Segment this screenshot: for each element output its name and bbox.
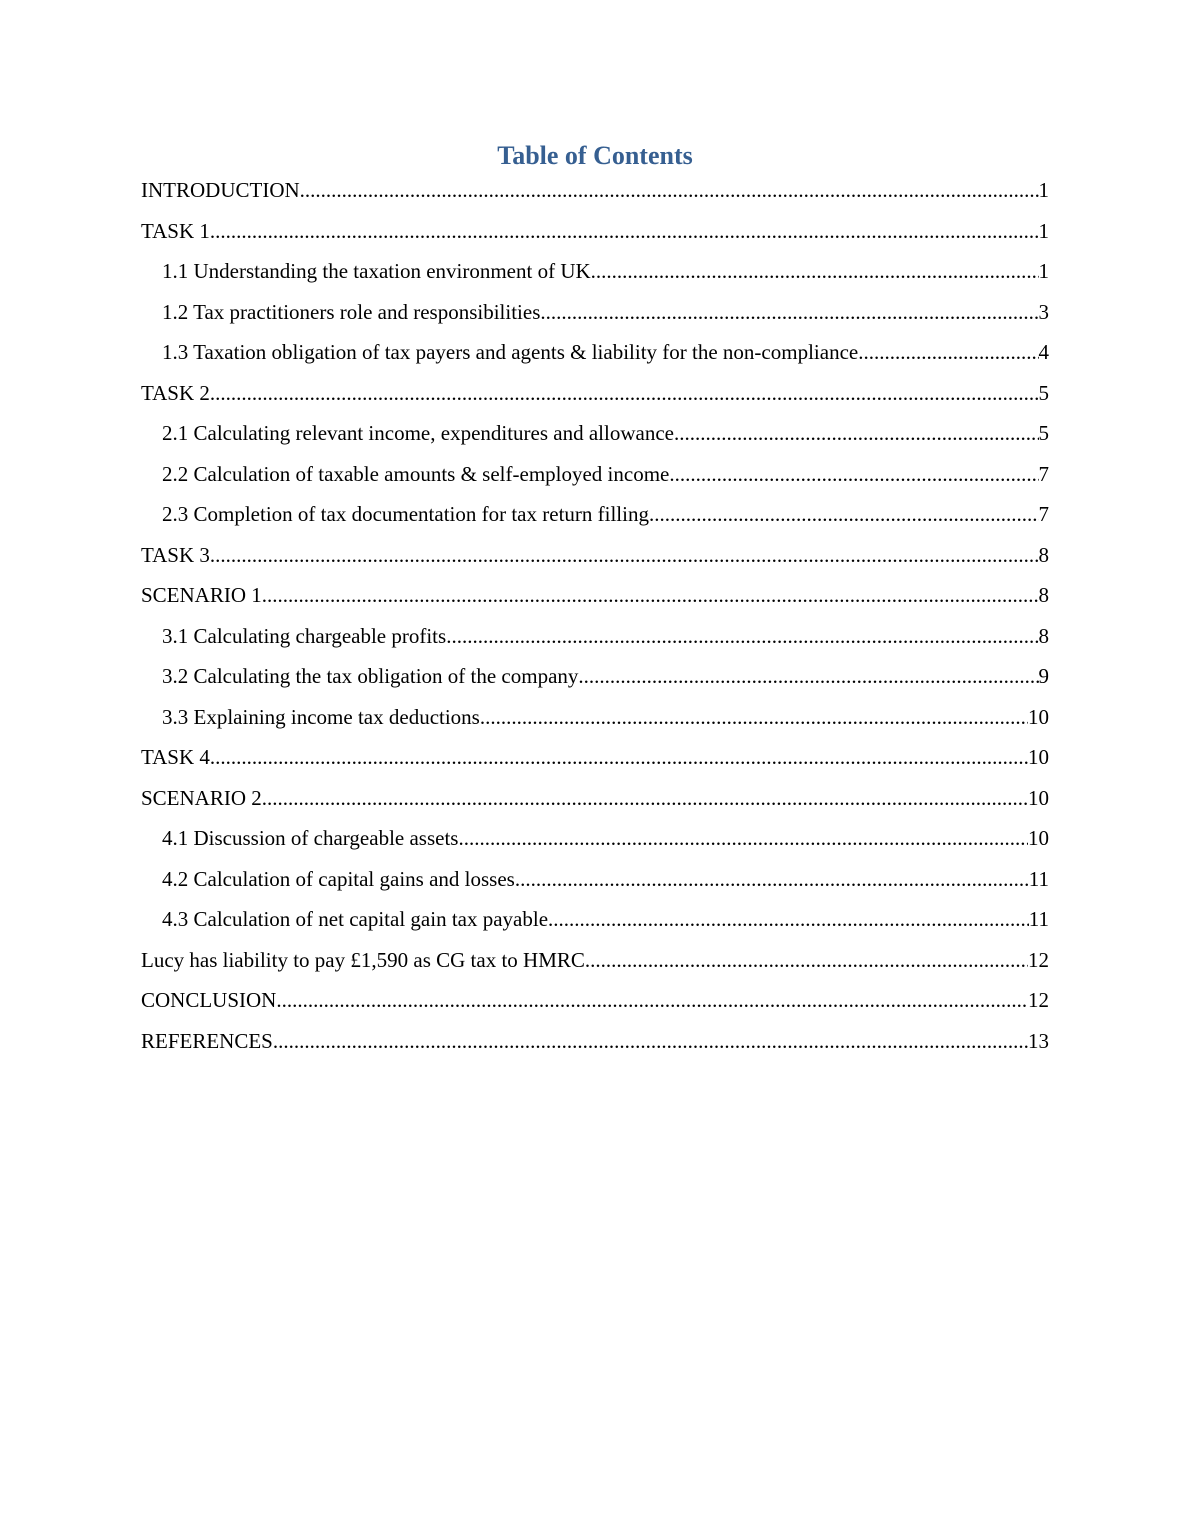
toc-entry-text: TASK 1 [141, 213, 210, 249]
toc-entry-page: 10 [1028, 704, 1049, 729]
toc-leader [585, 942, 1028, 978]
toc-entry-text: 4.2 Calculation of capital gains and losses [162, 861, 515, 897]
toc-entry-page: 4 [1038, 340, 1049, 364]
toc-entry-text: 1.2 Tax practitioners role and responsibilities [162, 294, 540, 330]
toc-entry-page: 5 [1038, 421, 1049, 445]
toc-entry-scenario-2[interactable] [141, 780, 1049, 821]
toc-entry-text: 1.3 Taxation obligation of tax payers and agents & liability for the non-compliance [162, 334, 858, 370]
toc-entry-page: 1 [1038, 178, 1049, 202]
toc-leader [210, 739, 1028, 775]
toc-entry-page: 10 [1028, 745, 1049, 769]
toc-entry-page: 7 [1038, 502, 1049, 526]
toc-entry-text: 2.3 Completion of tax documentation for tax return filling [162, 496, 649, 532]
toc-leader [858, 334, 1038, 370]
toc-entry-page: 11 [1028, 866, 1049, 891]
toc-entry-page: 3 [1038, 299, 1049, 324]
toc-title: Table of Contents [497, 141, 693, 170]
toc-entry-text: INTRODUCTION [141, 172, 300, 208]
toc-entry-text: 3.1 Calculating chargeable profits [162, 618, 446, 654]
toc-leader [458, 820, 1028, 856]
toc-entry-text: 1.1 Understanding the taxation environment of UK [162, 253, 591, 289]
toc-entry-text: Lucy has liability to pay £1,590 as CG tax to HMRC [141, 942, 585, 978]
toc-entry-page: 5 [1038, 380, 1049, 405]
toc-entry-references[interactable] [141, 1023, 1049, 1064]
toc-entry-text: TASK 2 [141, 375, 210, 411]
toc-entry-task-1[interactable] [141, 213, 1049, 254]
toc-entry-page: 8 [1038, 623, 1049, 648]
toc-entry-page: 12 [1028, 988, 1049, 1012]
toc-entry-3-1[interactable] [141, 618, 1049, 659]
toc-entry-task-2[interactable] [141, 375, 1049, 416]
toc-entry-1-2[interactable] [141, 294, 1049, 335]
toc-leader [262, 780, 1028, 816]
toc-leader [674, 415, 1039, 451]
toc-entry-task-3[interactable] [141, 537, 1049, 578]
toc-entry-1-1[interactable] [141, 253, 1049, 294]
toc-entry-1-3[interactable] [141, 334, 1049, 375]
toc-entry-text: 2.1 Calculating relevant income, expenditures and allowance [162, 415, 674, 451]
toc-leader [210, 213, 1039, 249]
toc-leader [649, 496, 1039, 532]
toc-entry-3-2[interactable] [141, 658, 1049, 699]
toc-list [141, 172, 1049, 1063]
toc-leader [276, 982, 1028, 1018]
toc-entry-page: 9 [1038, 664, 1049, 688]
toc-entry-page: 7 [1038, 461, 1049, 486]
toc-entry-text: 3.3 Explaining income tax deductions [162, 699, 480, 735]
toc-leader [591, 253, 1039, 289]
toc-entry-conclusion[interactable] [141, 982, 1049, 1023]
toc-entry-text: SCENARIO 1 [141, 577, 262, 613]
toc-entry-text: SCENARIO 2 [141, 780, 262, 816]
toc-leader [273, 1023, 1028, 1059]
toc-leader [480, 699, 1028, 735]
toc-entry-3-3[interactable] [141, 699, 1049, 740]
toc-entry-4-2[interactable] [141, 861, 1049, 902]
toc-entry-scenario-1[interactable] [141, 577, 1049, 618]
toc-leader [300, 172, 1039, 208]
toc-leader [578, 658, 1038, 694]
toc-entry-page: 8 [1038, 583, 1049, 607]
toc-leader [669, 456, 1038, 492]
toc-entry-4-3[interactable] [141, 901, 1049, 942]
toc-entry-task-4[interactable] [141, 739, 1049, 780]
toc-entry-text: TASK 3 [141, 537, 210, 573]
toc-entry-text: REFERENCES [141, 1023, 273, 1059]
toc-entry-introduction[interactable] [141, 172, 1049, 213]
toc-entry-page: 1 [1038, 218, 1049, 243]
toc-entry-text: TASK 4 [141, 739, 210, 775]
toc-entry-4-1[interactable] [141, 820, 1049, 861]
toc-entry-text: 3.2 Calculating the tax obligation of the company [162, 658, 578, 694]
toc-entry-page: 10 [1028, 826, 1049, 850]
toc-entry-2-2[interactable] [141, 456, 1049, 497]
toc-entry-text: 4.1 Discussion of chargeable assets [162, 820, 458, 856]
toc-leader [210, 537, 1039, 573]
toc-entry-text: 4.3 Calculation of net capital gain tax payable [162, 901, 548, 937]
toc-entry-lucy-liability[interactable] [141, 942, 1049, 983]
toc-leader [548, 901, 1029, 937]
toc-entry-page: 13 [1028, 1028, 1049, 1053]
toc-entry-2-3[interactable] [141, 496, 1049, 537]
toc-entry-text: 2.2 Calculation of taxable amounts & self-employed income [162, 456, 669, 492]
toc-entry-page: 10 [1028, 785, 1049, 810]
toc-leader [262, 577, 1039, 613]
toc-leader [540, 294, 1038, 330]
toc-entry-page: 12 [1028, 947, 1049, 972]
toc-entry-page: 1 [1038, 259, 1049, 283]
toc-entry-page: 11 [1028, 907, 1049, 931]
toc-leader [446, 618, 1038, 654]
toc-entry-2-1[interactable] [141, 415, 1049, 456]
toc-leader [515, 861, 1029, 897]
toc-leader [210, 375, 1039, 411]
toc-entry-text: CONCLUSION [141, 982, 276, 1018]
toc-entry-page: 8 [1038, 542, 1049, 567]
